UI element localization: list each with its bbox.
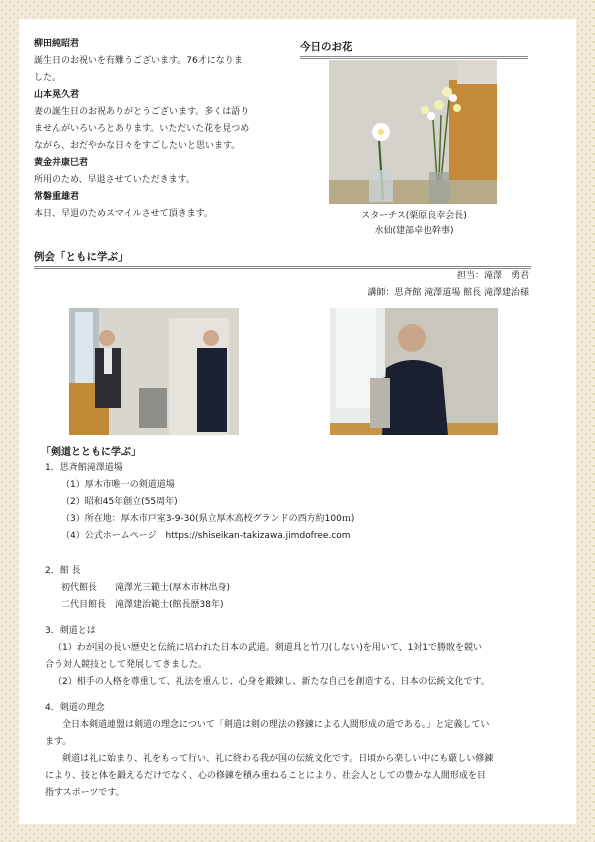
flower-caption: スターチス(栗原良幸会長) <box>361 211 467 221</box>
section-item: 初代館長 滝澤光三範士(厚木市林出身) <box>61 583 231 593</box>
section-item: （1）厚木市唯一の剣道道場 <box>61 480 175 490</box>
lecturer-photo <box>330 308 498 435</box>
lecture-heading: 例会「ともに学ぶ」 <box>34 249 531 269</box>
section-line: により、技と体を鍛えるだけでなく、心の修錬を積み重ねることにより、社会人としての豊かな人間形成を目 <box>45 771 486 781</box>
flower-photo <box>329 60 497 204</box>
section-item: （2）昭和45年創立(55周年) <box>61 497 178 507</box>
section-title: 1．思斉館滝澤道場 <box>45 463 123 473</box>
section-item: （4）公式ホームページ https://shiseikan-takizawa.jimdofree.com <box>61 531 351 541</box>
section-title: 2．館 長 <box>45 566 81 576</box>
flower-caption: 水仙(建部卓也幹事) <box>374 226 454 236</box>
section-line: （1）わが国の長い歴史と伝統に培われた日本の武道。剣道具と竹刀(しない)を用いて、1対1で勝敗を競い <box>53 643 483 653</box>
article-section-2 <box>45 563 555 614</box>
lecture-speaker: 講師：思斉館 滝澤道場 館長 滝澤建治様 <box>367 288 529 298</box>
section-line: ます。 <box>45 737 72 747</box>
greeting-text: した。 <box>34 73 62 83</box>
greeting-name: 常磐重雄君 <box>34 192 80 202</box>
section-line: 剣道は礼に始まり、礼をもって行い、礼に終わる我が国の伝統文化です。日頃から楽しい中にも厳しい修錬 <box>53 754 494 764</box>
page-sheet <box>19 19 576 824</box>
greeting-text: ながら、おだやかな日々をすごしたいと思います。 <box>34 141 241 151</box>
speakers-photo <box>69 308 239 435</box>
section-title: 4．剣道の理念 <box>45 703 105 713</box>
greeting-text: 所用のため、早退させていただきます。 <box>34 175 195 185</box>
greetings-section <box>34 36 284 223</box>
article-section-3 <box>45 623 555 691</box>
greeting-text: ませんがいろいろとあります。いただいた花を見つめ <box>34 124 250 134</box>
section-title: 3．剣道とは <box>45 626 96 636</box>
lecture-host: 担当：滝澤 勇君 <box>456 271 529 281</box>
section-line: 全日本剣道連盟は剣道の理念について「剣道は剣の理法の修錬による人間形成の道である。」と定義してい <box>53 720 490 730</box>
article-title: 「剣道とともに学ぶ」 <box>41 447 141 458</box>
greeting-name: 山本晃久君 <box>34 90 80 100</box>
section-line: （2）相手の人格を尊重して、礼法を重んじ、心身を鍛錬し、新たな自己を創造する、日本の伝統文化です。 <box>53 677 490 687</box>
flower-heading: 今日のお花 <box>300 39 528 59</box>
greeting-text: 誕生日のお祝いを有難うございます。76才になりま <box>34 56 243 66</box>
greeting-name: 黄金井康巳君 <box>34 158 89 168</box>
section-line: 指すスポーツです。 <box>45 788 125 798</box>
greeting-text: 本日、早退のためスマイルさせて頂きます。 <box>34 209 213 219</box>
article-section-4 <box>45 700 555 802</box>
greeting-text: 妻の誕生日のお祝ありがとうございます。多くは語り <box>34 107 250 117</box>
section-item: （3）所在地：厚木市戸室3-9-30(県立厚木高校グランドの西方約100ｍ) <box>61 514 355 524</box>
section-line: 合う対人競技として発展してきました。 <box>45 660 208 670</box>
greeting-name: 柳田純昭君 <box>34 39 80 49</box>
flower-captions <box>309 209 519 239</box>
section-item: 二代目館長 滝澤建治範士(館長歴38年) <box>61 600 224 610</box>
article-section-1 <box>45 460 555 545</box>
